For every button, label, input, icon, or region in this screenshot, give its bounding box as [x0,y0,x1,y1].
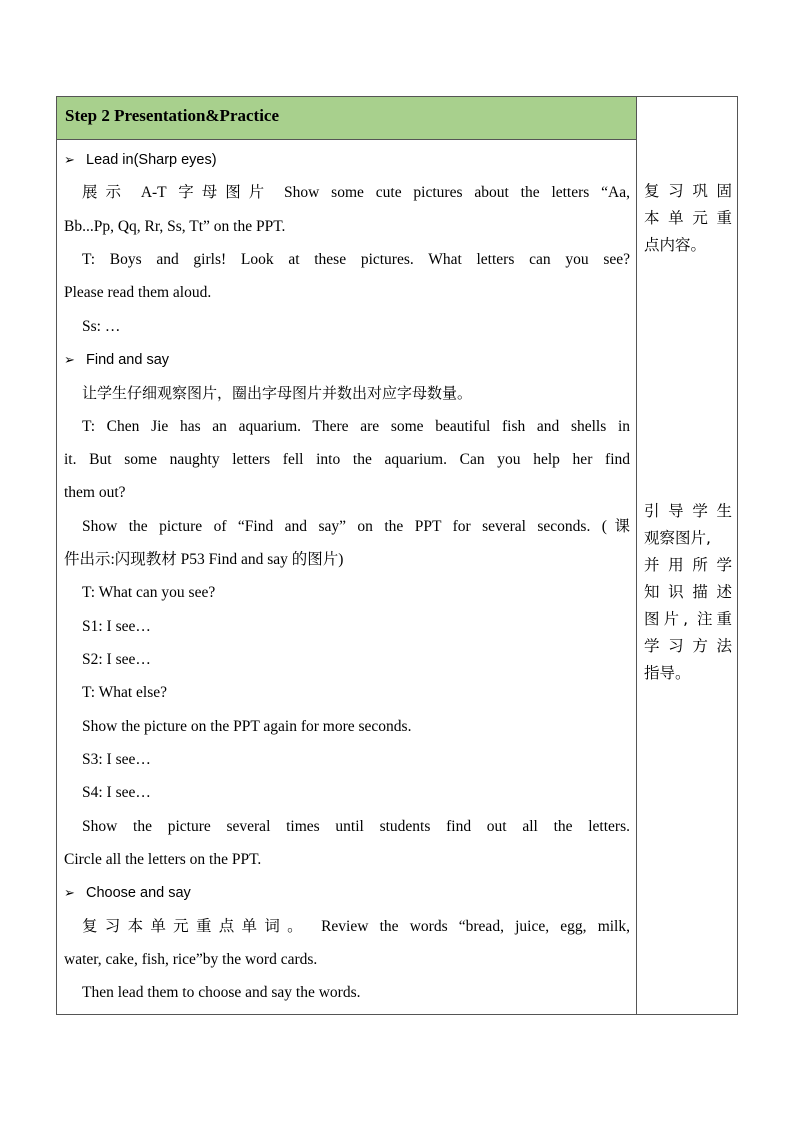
text-line: Bb...Pp, Qq, Rr, Ss, Tt” on the PPT. [64,218,286,235]
text-line: Then lead them to choose and say the words. [82,984,361,1001]
text-line: S2: I see… [82,651,151,668]
text-line: Show the picture of “Find and say” on the PPT for several seconds. (课 [82,518,630,535]
note-line: 观察图片, [644,529,711,547]
text-line: T: What can you see? [82,584,216,601]
step-title: Step 2 Presentation&Practice [65,106,280,125]
note-line: 本 单 元 重 [644,209,732,227]
bullet-lead-in: ➢ Lead in(Sharp eyes) [64,150,630,171]
text-line: S4: I see… [82,784,151,801]
arrow-bullet-icon: ➢ [64,353,75,368]
note-line: 点内容。 [644,236,707,254]
note-line: 引 导 学 生 [644,502,732,520]
table-header [57,97,636,140]
note-line: 并 用 所 学 [644,556,732,574]
text-line: T: What else? [82,684,168,701]
text-line: Please read them aloud. [64,284,212,301]
lesson-table [56,96,738,1015]
arrow-bullet-icon: ➢ [64,886,75,901]
text-line: T: Chen Jie has an aquarium. There are some beautiful fish and shells in [82,418,630,435]
text-line: S1: I see… [82,618,151,635]
note-line: 复 习 巩 固 [644,182,732,200]
text-line: Show the picture on the PPT again for more seconds. [82,718,412,735]
note-line: 指导。 [644,664,691,682]
text-line: water, cake, fish, rice”by the word cards. [64,951,318,968]
text-line: Show the picture several times until students find out all the letters. [82,818,630,835]
note-line: 知 识 描 述 [644,583,732,601]
text-line: 展示 A-T 字母图片 Show some cute pictures about the letters “Aa, [82,184,630,201]
text-line: 复习本单元重点单词。 Review the words “bread, juice, egg, milk, [82,918,630,935]
note-line: 学 习 方 法 [644,637,732,655]
column-divider [636,97,637,1014]
text-line: 件出示:闪现教材 P53 Find and say 的图片) [64,551,344,568]
bullet-choose-and-say: ➢ Choose and say [64,883,630,904]
text-line: them out? [64,484,126,501]
text-line: Circle all the letters on the PPT. [64,851,262,868]
text-line: Ss: … [82,318,121,335]
text-line: T: Boys and girls! Look at these pictures. What letters can you see? [82,251,630,268]
note-line: 图片, 注重 [644,610,732,628]
bullet-find-and-say: ➢ Find and say [64,350,630,371]
arrow-bullet-icon: ➢ [64,153,75,168]
text-line: it. But some naughty letters fell into the aquarium. Can you help her find [64,451,630,468]
text-line: S3: I see… [82,751,151,768]
text-line: 让学生仔细观察图片，圈出字母图片并数出对应字母数量。 [82,384,473,402]
